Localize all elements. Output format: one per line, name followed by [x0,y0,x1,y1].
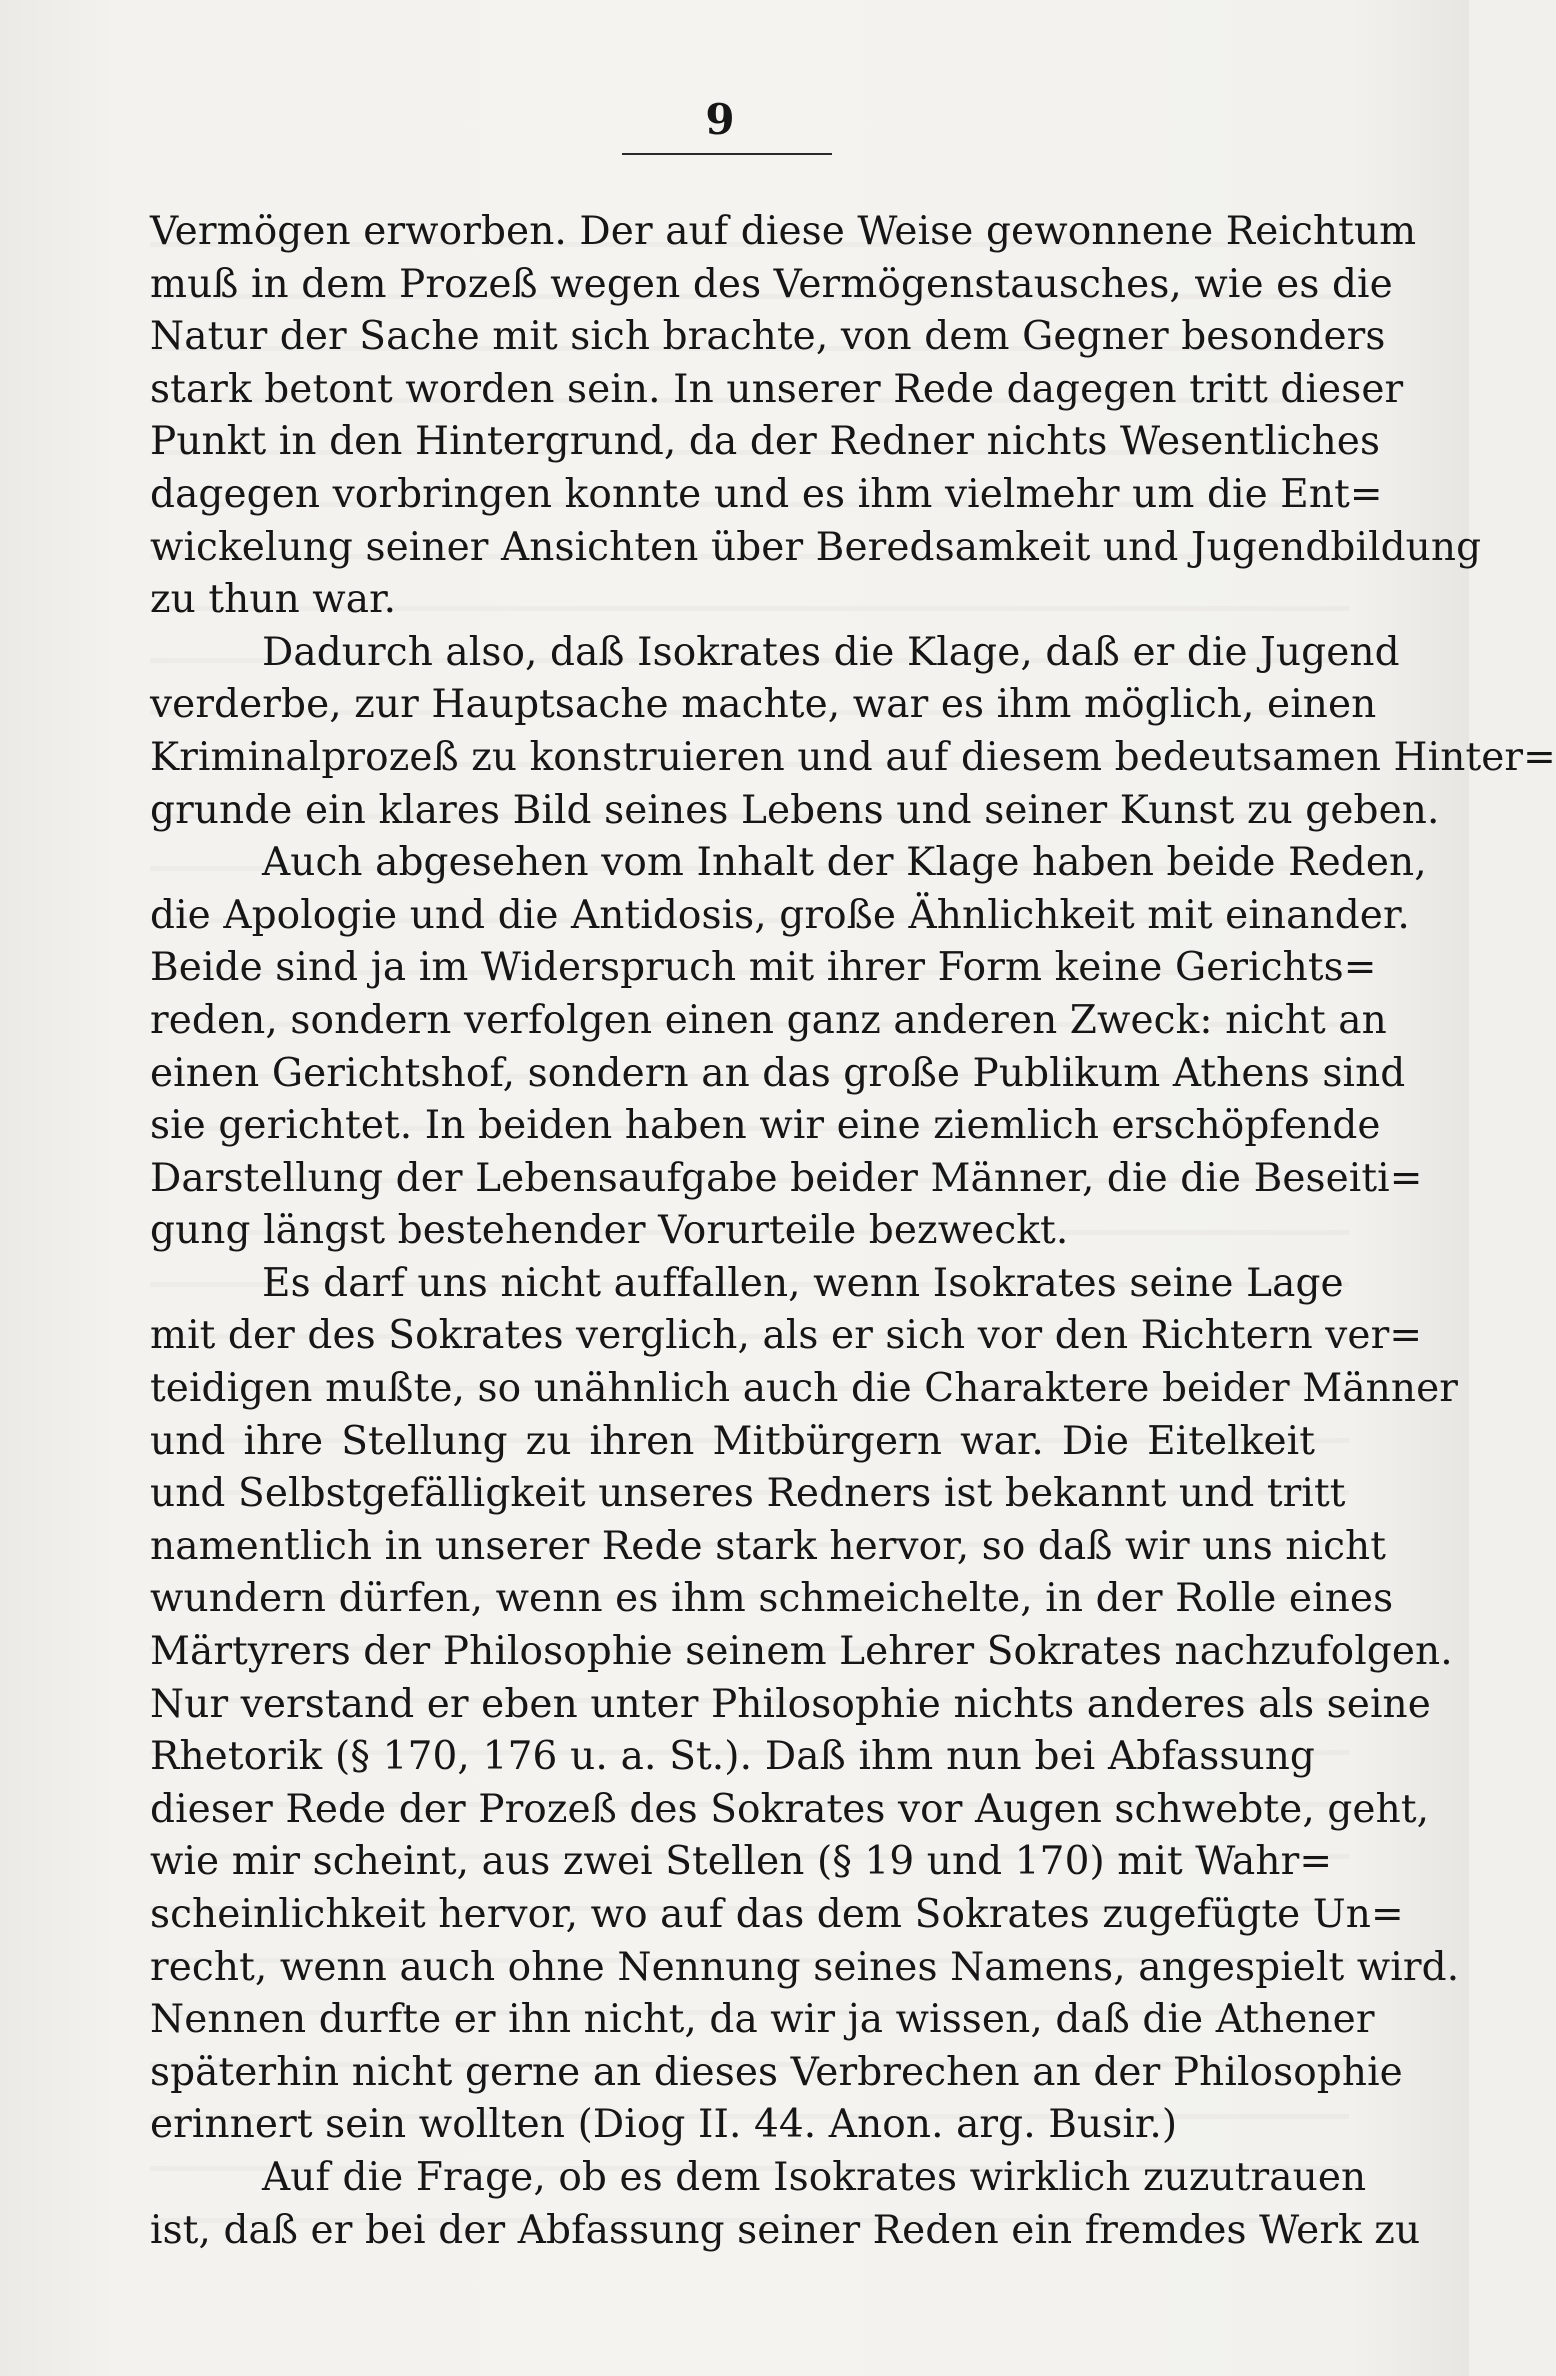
text-line: verderbe, zur Hauptsache machte, war es ihm möglich, einen [150,682,1377,728]
text-line: mit der des Sokrates verglich, als er sich vor den Richtern ver= [150,1313,1423,1359]
text-line: sie gerichtet. In beiden haben wir eine ziemlich erschöpfende [150,1103,1381,1149]
header-rule [622,153,832,155]
paragraph [150,837,1427,1258]
paragraph [150,1258,1460,2152]
text-line: zu thun war. [150,577,397,623]
text-line: muß in dem Prozeß wegen des Vermögenstausches, wie es die [150,261,1393,307]
text-line: erinnert sein wollten (Diog II. 44. Anon. arg. Busir.) [150,2102,1178,2148]
text-line: Darstellung der Lebensaufgabe beider Männer, die die Beseiti= [150,1155,1423,1201]
text-line: wickelung seiner Ansichten über Beredsamkeit und Jugendbildung [150,524,1482,570]
text-line: grunde ein klares Bild seines Lebens und seiner Kunst zu geben. [150,787,1440,833]
text-line: dieser Rede der Prozeß des Sokrates vor Augen schwebte, geht, [150,1786,1430,1832]
text-line: reden, sondern verfolgen einen ganz anderen Zweck: nicht an [150,997,1387,1043]
text-line: einen Gerichtshof, sondern an das große Publikum Athens sind [150,1050,1406,1096]
text-line: teidigen mußte, so unähnlich auch die Charaktere beider Männer [150,1366,1459,1412]
text-line: Natur der Sache mit sich brachte, von dem Gegner besonders [150,314,1386,360]
text-line: die Apologie und die Antidosis, große Ähnlichkeit mit einander. [150,892,1410,938]
paragraph [150,2152,1421,2257]
page-number: 9 [705,95,735,144]
text-line: scheinlichkeit hervor, wo auf das dem Sokrates zugefügte Un= [150,1892,1404,1937]
text-line: Rhetorik (§ 170, 176 u. a. St.). Daß ihm nun bei Abfassung [150,1734,1315,1780]
text-line: dagegen vorbringen konnte und es ihm vielmehr um die Ent= [150,471,1383,517]
text-line: ist, daß er bei der Abfassung seiner Reden ein fremdes Werk zu [150,2207,1421,2253]
text-line: Auf die Frage, ob es dem Isokrates wirklich zuzutrauen [262,2154,1367,2200]
text-line: Punkt in den Hintergrund, da der Redner nichts Wesentliches [150,419,1381,465]
text-line: Dadurch also, daß Isokrates die Klage, daß er die Jugend [262,629,1400,675]
text-line: stark betont worden sein. In unserer Rede dagegen tritt dieser [150,366,1404,412]
text-line: späterhin nicht gerne an dieses Verbrechen an der Philosophie [150,2049,1403,2095]
paragraph [150,627,1556,837]
text-line: Vermögen erworben. Der auf diese Weise gewonnene Reichtum [150,209,1417,254]
text-line: Auch abgesehen vom Inhalt der Klage haben beide Reden, [262,840,1427,886]
text-line: Kriminalprozeß zu konstruieren und auf diesem bedeutsamen Hinter= [150,734,1556,780]
text-line: wundern dürfen, wenn es ihm schmeichelte, in der Rolle eines [150,1576,1394,1622]
text-line: gung längst bestehender Vorurteile bezweckt. [150,1208,1069,1254]
text-line: wie mir scheint, aus zwei Stellen (§ 19 und 170) mit Wahr= [150,1839,1333,1885]
text-line: und ihre Stellung zu ihren Mitbürgern war. Die Eitelkeit [150,1418,1315,1464]
body-text [150,206,1556,2257]
text-line: Beide sind ja im Widerspruch mit ihrer Form keine Gerichts= [150,945,1377,991]
text-line: und Selbstgefälligkeit unseres Redners ist bekannt und tritt [150,1471,1346,1517]
text-line: Nennen durfte er ihn nicht, da wir ja wissen, daß die Athener [150,1997,1375,2043]
text-line: Es darf uns nicht auffallen, wenn Isokrates seine Lage [262,1260,1344,1306]
text-line: Nur verstand er eben unter Philosophie nichts anderes als seine [150,1681,1431,1727]
text-line: recht, wenn auch ohne Nennung seines Namens, angespielt wird. [150,1944,1460,1990]
text-line: namentlich in unserer Rede stark hervor, so daß wir uns nicht [150,1523,1387,1569]
paragraph [150,206,1482,627]
text-line: Märtyrers der Philosophie seinem Lehrer Sokrates nachzufolgen. [150,1629,1453,1675]
